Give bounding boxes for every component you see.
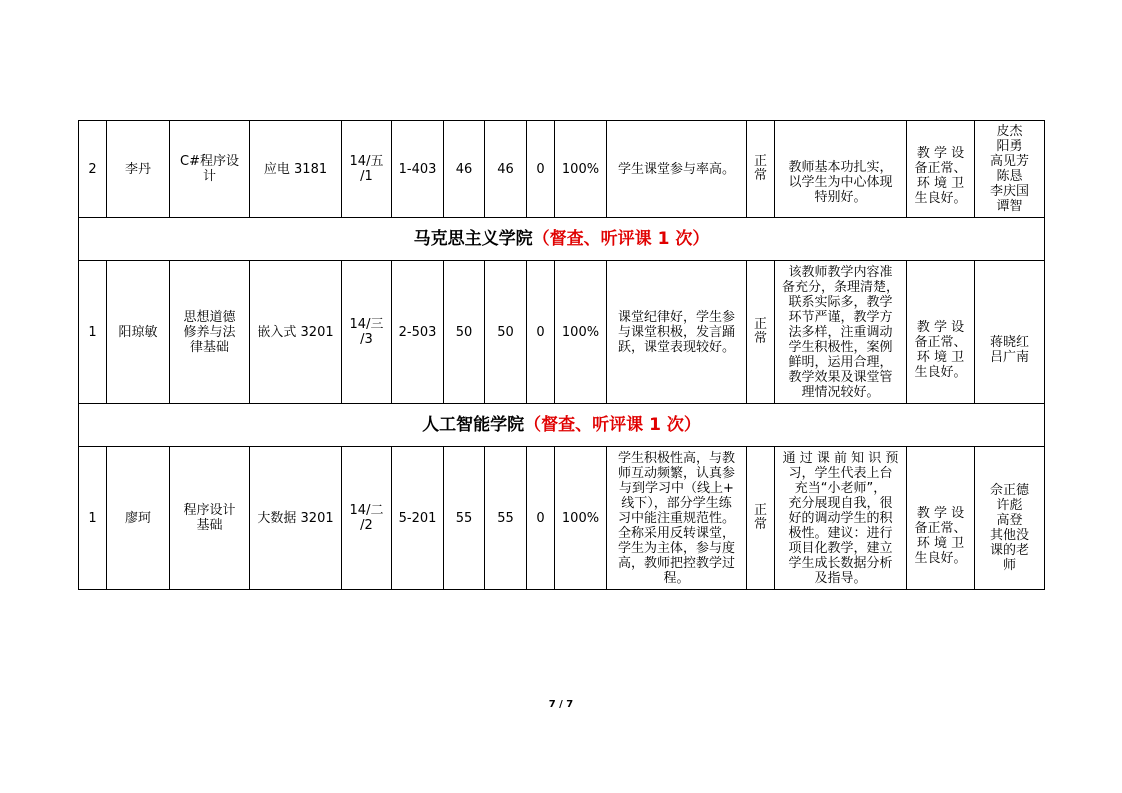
enrolled-count: 46 xyxy=(444,121,485,218)
row-number: 2 xyxy=(79,121,107,218)
teacher-name: 阳琼敏 xyxy=(107,261,170,404)
course-name: C#程序设 计 xyxy=(170,121,250,218)
actual-count: 55 xyxy=(485,447,527,590)
teacher-name: 李丹 xyxy=(107,121,170,218)
section-name: 人工智能学院 xyxy=(422,414,525,435)
class-name: 大数据 3201 xyxy=(250,447,342,590)
observers: 皮杰 阳勇 高见芳 陈恳 李庆国 谭智 xyxy=(975,121,1045,218)
observers: 蒋晓红 吕广南 xyxy=(975,261,1045,404)
absent-count: 0 xyxy=(527,121,555,218)
table-row xyxy=(79,261,1045,404)
class-name: 应电 3181 xyxy=(250,121,342,218)
section-name: 马克思主义学院 xyxy=(413,228,533,249)
status-cell xyxy=(747,447,775,590)
actual-count: 50 xyxy=(485,261,527,404)
class-time: 14/三 /3 xyxy=(342,261,392,404)
enrolled-count: 50 xyxy=(444,261,485,404)
student-evaluation: 学生课堂参与率高。 xyxy=(607,121,747,218)
enrolled-count: 55 xyxy=(444,447,485,590)
class-time: 14/五 /1 xyxy=(342,121,392,218)
attendance-rate: 100% xyxy=(555,261,607,404)
status-cell xyxy=(747,121,775,218)
page-number: 7 / 7 xyxy=(548,699,574,710)
table-row xyxy=(79,121,1045,218)
section-note: （督查、听评课 1 次） xyxy=(532,228,710,249)
status-text: 正 常 xyxy=(753,154,767,183)
course-name: 思想道德 修养与法 律基础 xyxy=(170,261,250,404)
absent-count: 0 xyxy=(527,261,555,404)
section-heading xyxy=(79,218,1045,261)
actual-count: 46 xyxy=(485,121,527,218)
course-name: 程序设计 基础 xyxy=(170,447,250,590)
teacher-name: 廖珂 xyxy=(107,447,170,590)
status-text: 正 常 xyxy=(753,317,767,346)
classroom: 1-403 xyxy=(392,121,444,218)
table-row xyxy=(79,447,1045,590)
status-cell xyxy=(747,261,775,404)
student-evaluation: 学生积极性高，与教 师互动频繁，认真参 与到学习中（线上+ 线下），部分学生练 习中能注重规范性。 全称采用反转课堂， 学生为主体，参与度 高，教师把控教学过 程。 xyxy=(607,447,747,590)
facility-status: 教 学 设 备正常、 环 境 卫 生良好。 xyxy=(907,121,975,218)
observers: 佘正德 许彪 高登 其他没 课的老 师 xyxy=(975,447,1045,590)
row-number: 1 xyxy=(79,447,107,590)
class-name: 嵌入式 3201 xyxy=(250,261,342,404)
attendance-rate: 100% xyxy=(555,447,607,590)
section-heading-row xyxy=(79,218,1045,261)
row-number: 1 xyxy=(79,261,107,404)
section-note: （督查、听评课 1 次） xyxy=(524,414,701,435)
absent-count: 0 xyxy=(527,447,555,590)
inspection-table xyxy=(78,120,1045,590)
teacher-evaluation: 教师基本功扎实， 以学生为中心体现 特别好。 xyxy=(775,121,907,218)
facility-status: 教 学 设 备正常、 环 境 卫 生良好。 xyxy=(907,447,975,590)
teacher-evaluation: 该教师教学内容准 备充分，条理清楚， 联系实际多，教学 环节严谨，教学方 法多样，注重调动 学生积极性，案例 鲜明，运用合理， 教学效果及课堂管 理情况较好。 xyxy=(775,261,907,404)
classroom: 2-503 xyxy=(392,261,444,404)
facility-status: 教 学 设 备正常、 环 境 卫 生良好。 xyxy=(907,261,975,404)
attendance-rate: 100% xyxy=(555,121,607,218)
teacher-evaluation: 通 过 课 前 知 识 预 习，学生代表上台 充当“小老师”， 充分展现自我，很 好的调动学生的积 极性。建议：进行 项目化教学，建立 学生成长数据分析 及指导。 xyxy=(775,447,907,590)
classroom: 5-201 xyxy=(392,447,444,590)
section-heading xyxy=(79,404,1045,447)
status-text: 正 常 xyxy=(753,503,767,532)
section-heading-row xyxy=(79,404,1045,447)
class-time: 14/二 /2 xyxy=(342,447,392,590)
student-evaluation: 课堂纪律好，学生参 与课堂积极，发言踊 跃，课堂表现较好。 xyxy=(607,261,747,404)
